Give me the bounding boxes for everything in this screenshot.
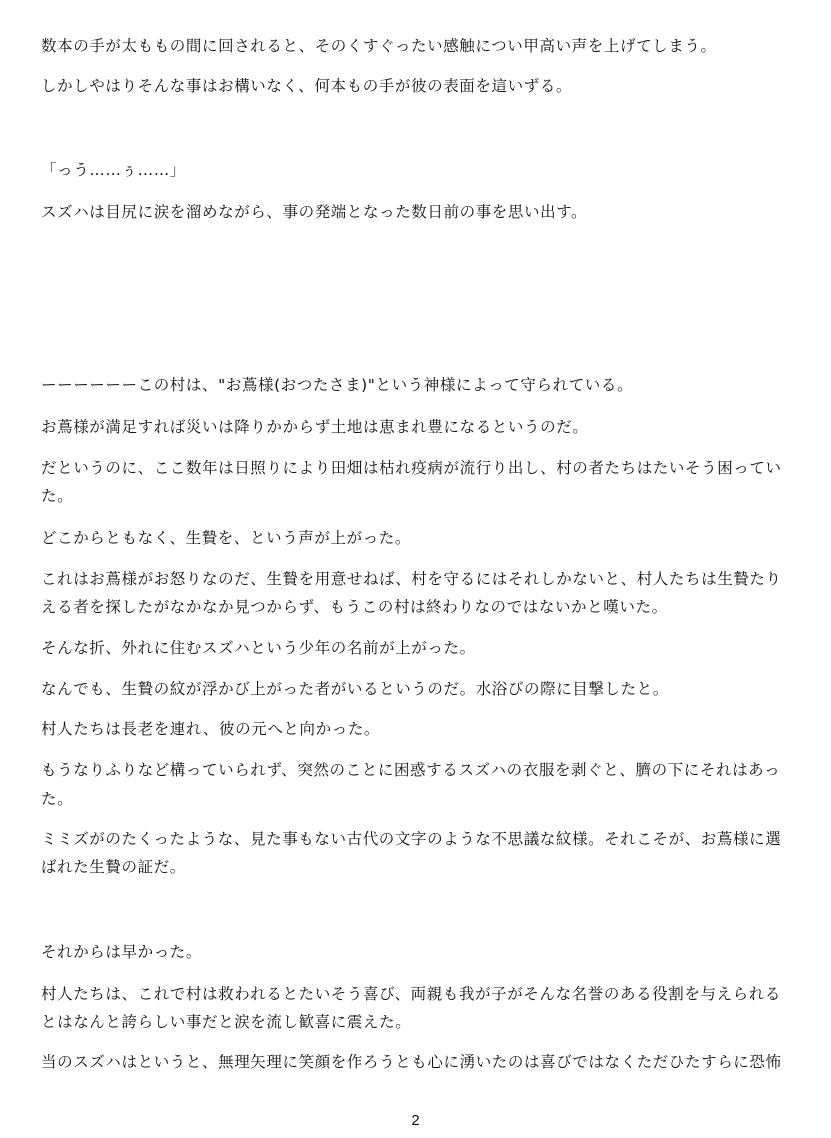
text-line: どこからともなく、生贄を、という声が上がった。 (41, 529, 411, 547)
text-line: それからは早かった。 (41, 943, 203, 961)
text-line: ミミズがのたくったような、見た事もない古代の文字のような不思議な紋様。それこそが、お蔦様に選 (41, 830, 782, 848)
text-line: ばれた生贄の証だ。 (41, 858, 186, 876)
text-line: しかしやはりそんな事はお構いなく、何本もの手が彼の表面を這いずる。 (41, 77, 572, 95)
text-line: 「っう……ぅ……」 (41, 161, 186, 179)
text-line: そんな折、外れに住むスズハという少年の名前が上がった。 (41, 639, 476, 657)
text-line: える者を探したがなかなか見つからず、もうこの村は終わりなのではないかと嘆いた。 (41, 598, 668, 616)
text-line: ーーーーーーこの村は、"お蔦様(おつたさま)"という神様によって守られている。 (41, 376, 634, 394)
text-line: だというのに、ここ数年は日照りにより田畑は枯れ疫病が流行り出し、村の者たちはたいそう困ってい (41, 459, 782, 477)
page-number: 2 (411, 1112, 420, 1129)
text-line: もうなりふりなど構っていられず、突然のことに困惑するスズハの衣服を剥ぐと、臍の下にそれはあっ (41, 761, 781, 779)
text-line: た。 (41, 790, 74, 808)
text-line: なんでも、生贄の紋が浮かび上がった者がいるというのだ。水浴びの際に目撃したと。 (41, 680, 669, 698)
text-line: とはなんと誇らしい事だと涙を流し歓喜に震えた。 (41, 1013, 412, 1031)
text-line: 当のスズハはというと、無理矢理に笑顔を作ろうとも心に湧いたのは喜びではなくただひたすらに恐怖 (41, 1053, 782, 1071)
text-line: 数本の手が太ももの間に回されると、そのくすぐったい感触につい甲高い声を上げてしまう。 (41, 37, 717, 55)
text-line: 村人たちは長老を連れ、彼の元へと向かった。 (41, 720, 381, 738)
text-line: 村人たちは、これで村は救われるとたいそう喜び、両親も我が子がそんな名誉のある役割を与えられる (41, 985, 781, 1003)
text-line: スズハは目尻に涙を溜めながら、事の発端となった数日前の事を思い出す。 (41, 203, 588, 221)
text-line: た。 (41, 487, 74, 505)
text-line: これはお蔦様がお怒りなのだ、生贄を用意せねば、村を守るにはそれしかないと、村人たちは生贄たり (41, 570, 782, 588)
text-line: お蔦様が満足すれば災いは降りかからず土地は恵まれ豊になるというのだ。 (41, 418, 589, 436)
